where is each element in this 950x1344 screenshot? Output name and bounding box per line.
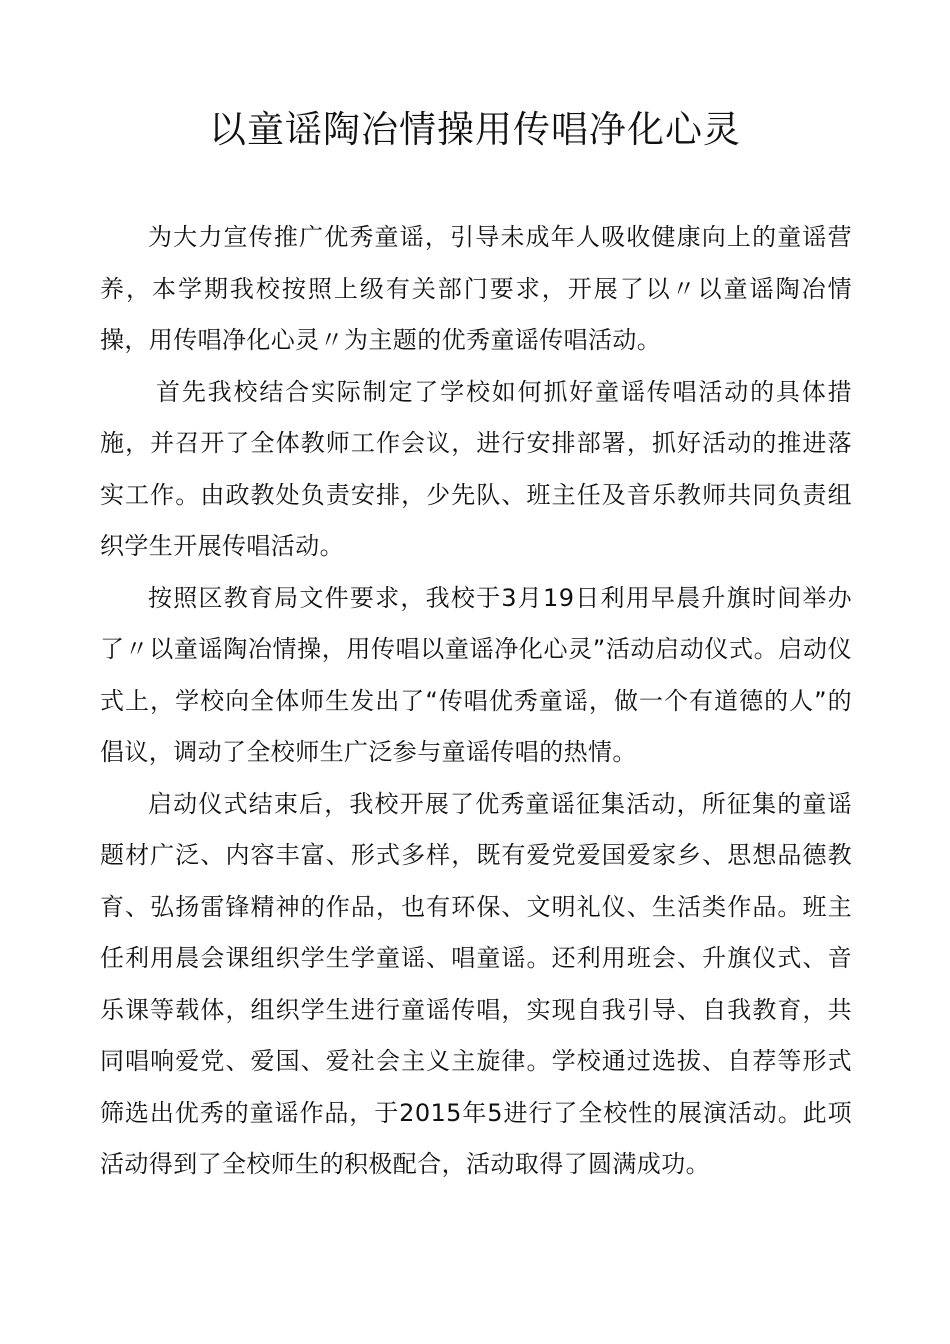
- paragraph-intro: 为大力宣传推广优秀童谣，引导未成年人吸收健康向上的童谣营养，本学期我校按照上级有关部门要求，开展了以〃以童谣陶冶情操，用传唱净化心灵〃为主题的优秀童谣传唱活动。: [100, 223, 852, 354]
- paragraph-collection-activity: 启动仪式结束后，我校开展了优秀童谣征集活动，所征集的童谣题材广泛、内容丰富、形式多样，既有爱党爱国爱家乡、思想品德教育、弘扬雷锋精神的作品，也有环保、文明礼仪、生活类作品。班主任利用晨会课组织学生学童谣、唱童谣。还利用班会、升旗仪式、音乐课等载体，组织学生进行童谣传唱，实现自我引导、自我教育，共同唱响爱党、爱国、爱社会主义主旋律。学校通过选拔、自荐等形式筛选出优秀的童谣作品，于2015年5进行了全校性的展演活动。此项活动得到了全校师生的积极配合，活动取得了圆满成功。: [100, 789, 852, 1178]
- document-body: [100, 212, 852, 1191]
- paragraph-measures: 首先我校结合实际制定了学校如何抓好童谣传唱活动的具体措施，并召开了全体教师工作会议，进行安排部署，抓好活动的推进落实工作。由政教处负责安排，少先队、班主任及音乐教师共同负责组织学生开展传唱活动。: [100, 377, 852, 560]
- paragraph-launch-ceremony: 按照区教育局文件要求，我校于3月19日利用早晨升旗时间举办了〃以童谣陶冶情操，用传唱以童谣净化心灵”活动启动仪式。启动仪式上，学校向全体师生发出了“传唱优秀童谣，做一个有道德的人”的倡议，调动了全校师生广泛参与童谣传唱的热情。: [100, 583, 852, 766]
- document-title: 以童谣陶冶情操用传唱净化心灵: [209, 108, 741, 151]
